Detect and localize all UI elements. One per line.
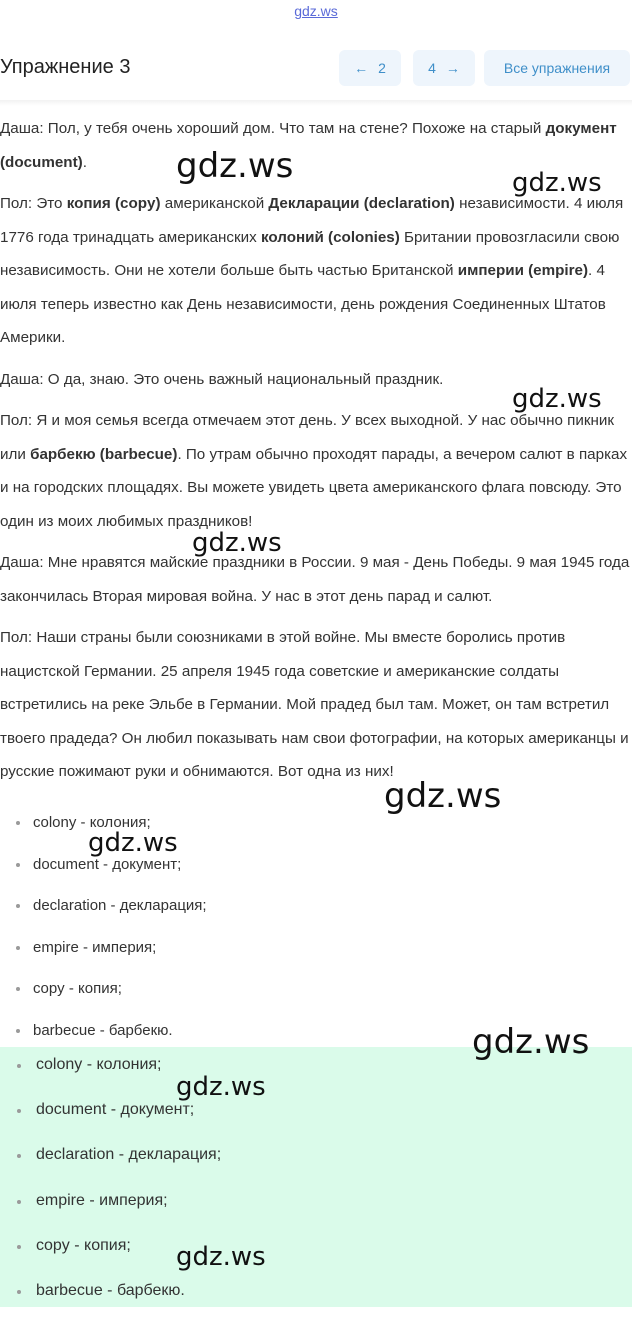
list-item: barbecue - барбекю. [0,1016,207,1058]
text-span: . [82,153,87,171]
site-title-link[interactable]: gdz.ws [294,3,338,19]
dialogue-paragraph: Пол: Наши страны были союзниками в этой войне. Мы вместе боролись против нацистской Германии. 25 апреля 1945 года советские и американские солдаты встретились на реке Эльбе в Германии. Мой прадед был там. Может, он там встретил твоего прадеда? Он любил показывать нам свои фотографии, на которых американцы и русские пожимают руки и обнимаются. Вот одна из них! [0,629,629,780]
list-item: barbecue - барбекю. [0,1277,221,1322]
list-item: colony - колония; [0,1051,221,1096]
text-span: Даша: Пол, у тебя очень хороший дом. Что там на стене? Похоже на старый [0,120,546,137]
watermark: gdz.ws [512,384,602,414]
vocab-term: копия (copy) [66,195,161,212]
text-span: Пол: Это [0,195,67,212]
vocab-term: документ (document) [0,120,617,171]
header-divider [0,100,632,106]
text-span: Британии провозгласили свою независимость. Они не хотели больше быть частью Британской [0,228,620,279]
watermark: gdz.ws [472,1022,590,1062]
list-item: document - документ; [0,850,207,892]
next-exercise-label: 4 [428,60,436,76]
arrow-left-icon: ← [354,60,369,76]
dialogue-paragraph [0,187,632,355]
text-span: . 4 июля теперь известно как День независимости, день рождения Соединенных Штатов Америки. [0,262,606,346]
watermark: gdz.ws [384,776,502,816]
list-item: copy - копия; [0,1232,221,1277]
list-item: copy - копия; [0,974,207,1016]
dialogue-text [0,112,632,797]
vocab-term: барбекю (barbecue) [30,445,178,463]
vocab-term: Декларации (declaration) [268,195,455,212]
dialogue-paragraph: Даша: О да, знаю. Это очень важный национальный праздник. [0,370,444,388]
exercise-header [0,50,632,90]
list-item: colony - колония; [0,808,207,850]
list-item: empire - империя; [0,1187,221,1232]
watermark: gdz.ws [176,146,294,186]
watermark: gdz.ws [88,828,178,858]
text-span: Пол: Я и моя семья всегда отмечаем этот день. У всех выходной. У нас обычно пикник или [0,412,615,463]
prev-exercise-button[interactable] [339,50,401,86]
list-item: declaration - декларация; [0,891,207,933]
dialogue-paragraph [0,404,632,538]
dialogue-paragraph: Даша: Мне нравятся майские праздники в России. 9 мая - День Победы. 9 мая 1945 года закончилась Вторая мировая война. У нас в этот день парад и салют. [0,554,630,605]
next-exercise-button[interactable] [413,50,475,86]
vocab-term: империи (empire) [457,262,589,279]
watermark: gdz.ws [512,168,602,198]
list-item: document - документ; [0,1096,221,1141]
vocab-term: колоний (colonies) [260,228,400,246]
list-item: declaration - декларация; [0,1141,221,1186]
text-span: . По утрам обычно проходят парады, а вечером салют в парках и на городских площадях. Вы можете увидеть цвета американского флага повсюду. Это один из моих любимых праздников! [0,445,628,530]
list-item: empire - империя; [0,933,207,975]
text-span: американской [160,195,269,212]
prev-exercise-label: 2 [378,60,386,76]
text-span: независимости. 4 июля 1776 года тринадцать американских [0,195,624,246]
arrow-right-icon: → [445,60,460,76]
page-title: Упражнение 3 [0,56,131,78]
watermark: gdz.ws [192,528,282,558]
watermark: gdz.ws [176,1072,266,1102]
all-exercises-button[interactable]: Все упражнения [484,50,630,86]
watermark: gdz.ws [176,1242,266,1272]
